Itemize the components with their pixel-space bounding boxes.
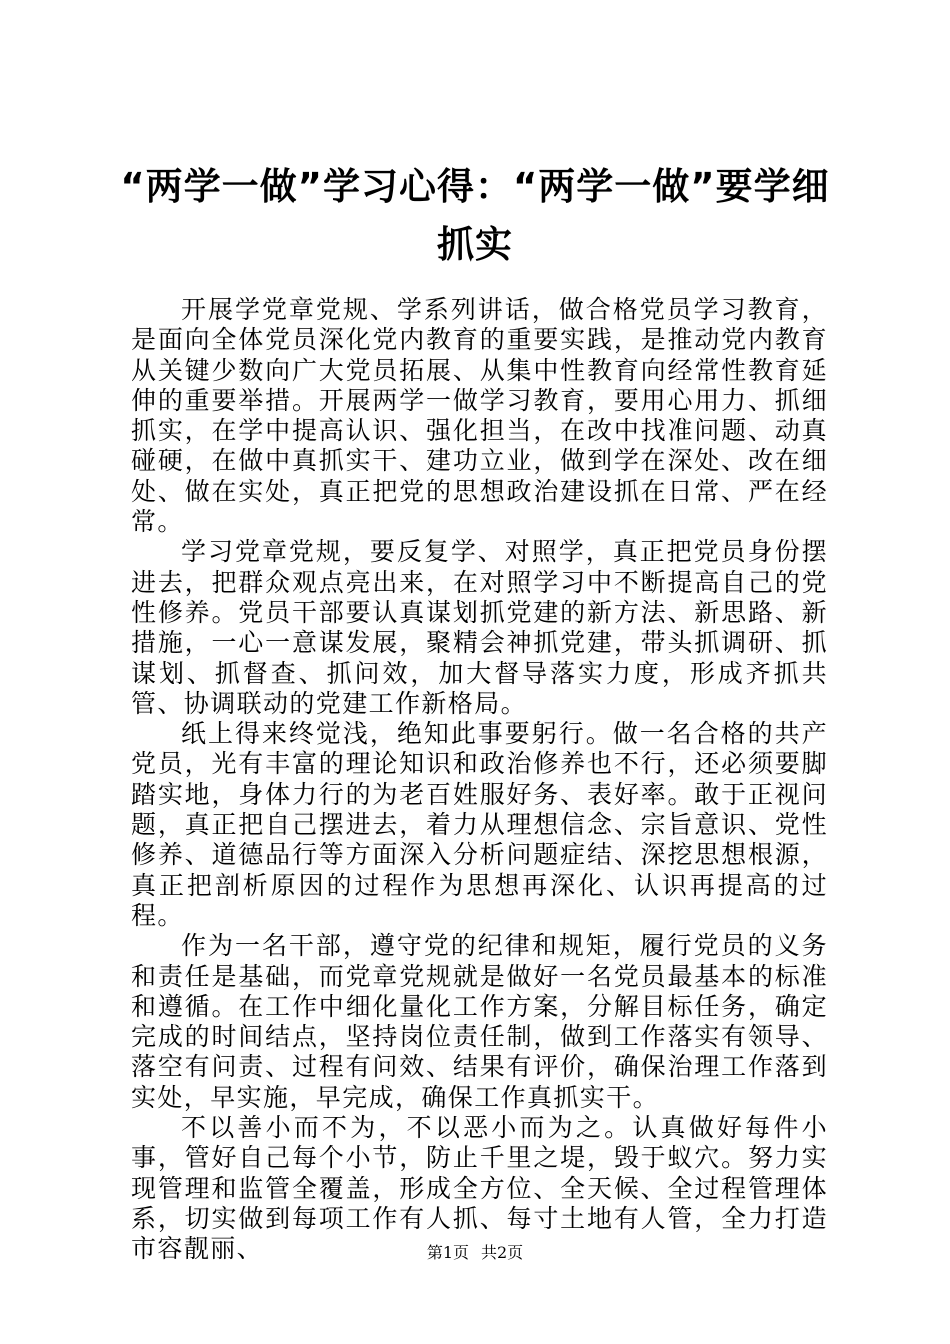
paragraph: 开展学党章党规、学系列讲话，做合格党员学习教育，是面向全体党员深化党内教育的重要实践，是推动党内教育从关键少数向广大党员拓展、从集中性教育向经常性教育延伸的重要举措。开展两学一做学习教育，要用心用力、抓细抓实，在学中提高认识、强化担当，在改中找准问题、动真碰硬，在做中真抓实干、建功立业，做到学在深处、改在细处、做在实处，真正把党的思想政治建设抓在日常、严在经常。 [131, 295, 828, 537]
paragraph: 纸上得来终觉浅，绝知此事要躬行。做一名合格的共产党员，光有丰富的理论知识和政治修养也不行，还必须要脚踏实地，身体力行的为老百姓服好务、表好率。敢于正视问题，真正把自己摆进去，着力从理想信念、宗旨意识、党性修养、道德品行等方面深入分析问题症结、深挖思想根源，真正把剖析原因的过程作为思想再深化、认识再提高的过程。 [131, 719, 828, 930]
document-body [131, 295, 828, 1265]
document-title: “两学一做”学习心得：“两学一做”要学细抓实 [120, 165, 830, 266]
paragraph: 作为一名干部，遵守党的纪律和规矩，履行党员的义务和责任是基础，而党章党规就是做好一名党员最基本的标准和遵循。在工作中细化量化工作方案，分解目标任务，确定完成的时间结点，坚持岗位责任制，做到工作落实有领导、落空有问责、过程有问效、结果有评价，确保治理工作落到实处，早实施，早完成，确保工作真抓实干。 [131, 931, 828, 1112]
page-count: 共2页 [481, 1243, 524, 1262]
paragraph: 学习党章党规，要反复学、对照学，真正把党员身份摆进去，把群众观点亮出来，在对照学习中不断提高自己的党性修养。党员干部要认真谋划抓党建的新方法、新思路、新措施，一心一意谋发展，聚精会神抓党建，带头抓调研、抓谋划、抓督查、抓问效，加大督导落实力度，形成齐抓共管、协调联动的党建工作新格局。 [131, 537, 828, 718]
paragraph: 不以善小而不为，不以恶小而为之。认真做好每件小事，管好自己每个小节，防止千里之堤，毁于蚁穴。努力实现管理和监管全覆盖，形成全方位、全天候、全过程管理体系，切实做到每项工作有人抓、每寸土地有人管，全力打造市容靓丽、 [131, 1113, 828, 1264]
page-number: 第1页 [426, 1243, 469, 1262]
page-footer [0, 1243, 950, 1263]
